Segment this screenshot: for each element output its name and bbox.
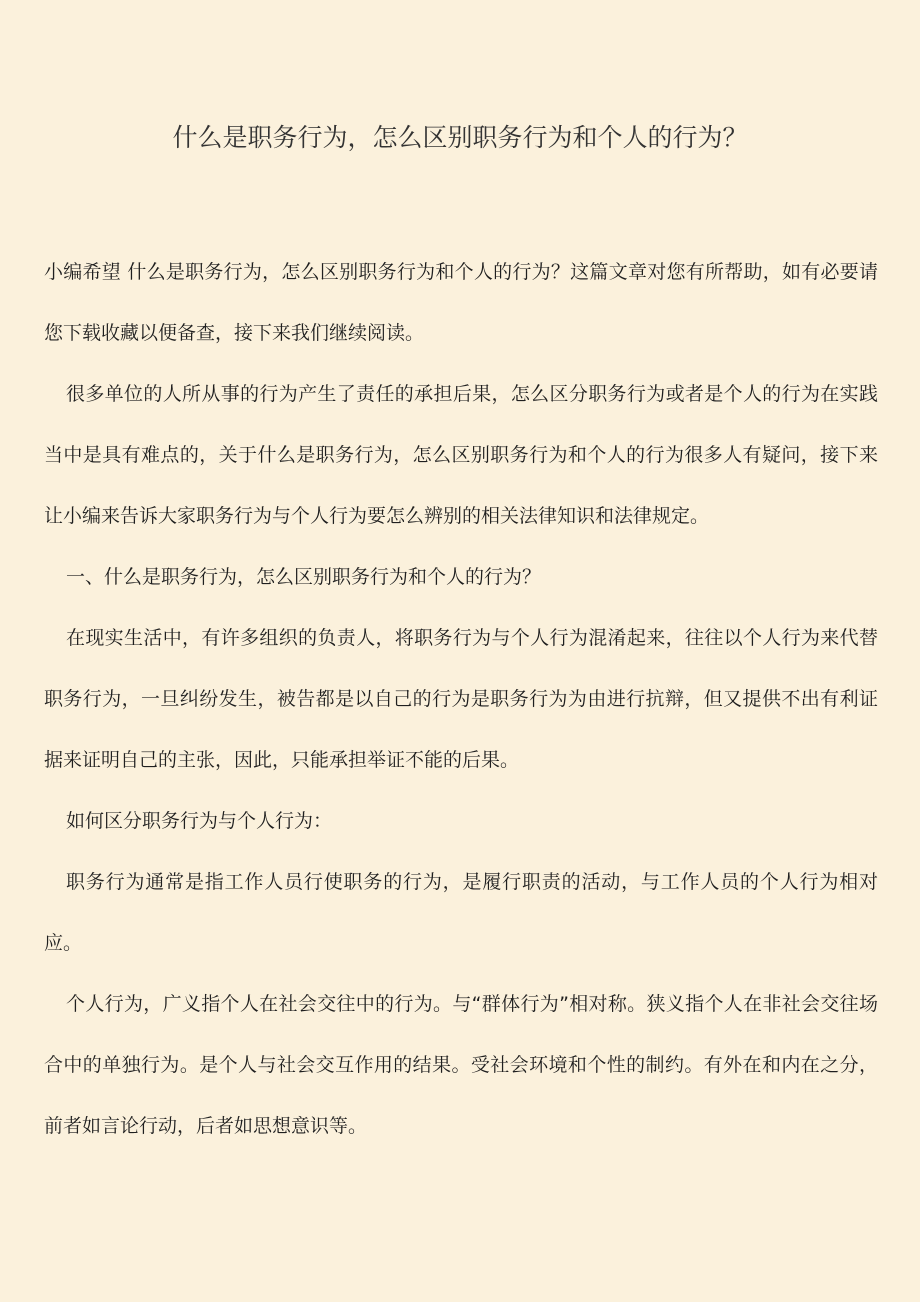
distinguish-heading: 如何区分职务行为与个人行为： xyxy=(66,810,333,832)
document-title: 什么是职务行为，怎么区别职务行为和个人的行为？ xyxy=(172,123,748,152)
intro-paragraph: 小编希望 什么是职务行为，怎么区别职务行为和个人的行为？这篇文章对您有所帮助，如有必要请您下载收藏以便备查，接下来我们继续阅读。 xyxy=(44,261,878,344)
personal-act-definition: 个人行为，广义指个人在社会交往中的行为。与“群体行为”相对称。狭义指个人在非社会交往场合中的单独行为。是个人与社会交互作用的结果。受社会环境和个性的制约。有外在和内在之分，前者如言论行动，后者如思想意识等。 xyxy=(44,993,878,1137)
reality-paragraph: 在现实生活中，有许多组织的负责人，将职务行为与个人行为混淆起来，往往以个人行为来代替职务行为，一旦纠纷发生，被告都是以自己的行为是职务行为为由进行抗辩，但又提供不出有利证据来证明自己的主张，因此，只能承担举证不能的后果。 xyxy=(44,627,878,771)
section-heading: 一、什么是职务行为，怎么区别职务行为和个人的行为？ xyxy=(66,566,542,588)
document-body xyxy=(44,242,878,1157)
official-act-definition: 职务行为通常是指工作人员行使职务的行为，是履行职责的活动，与工作人员的个人行为相对应。 xyxy=(44,871,878,954)
background-paragraph: 很多单位的人所从事的行为产生了责任的承担后果，怎么区分职务行为或者是个人的行为在实践当中是具有难点的，关于什么是职务行为，怎么区别职务行为和个人的行为很多人有疑问，接下来让小编来告诉大家职务行为与个人行为要怎么辨别的相关法律知识和法律规定。 xyxy=(44,383,878,527)
